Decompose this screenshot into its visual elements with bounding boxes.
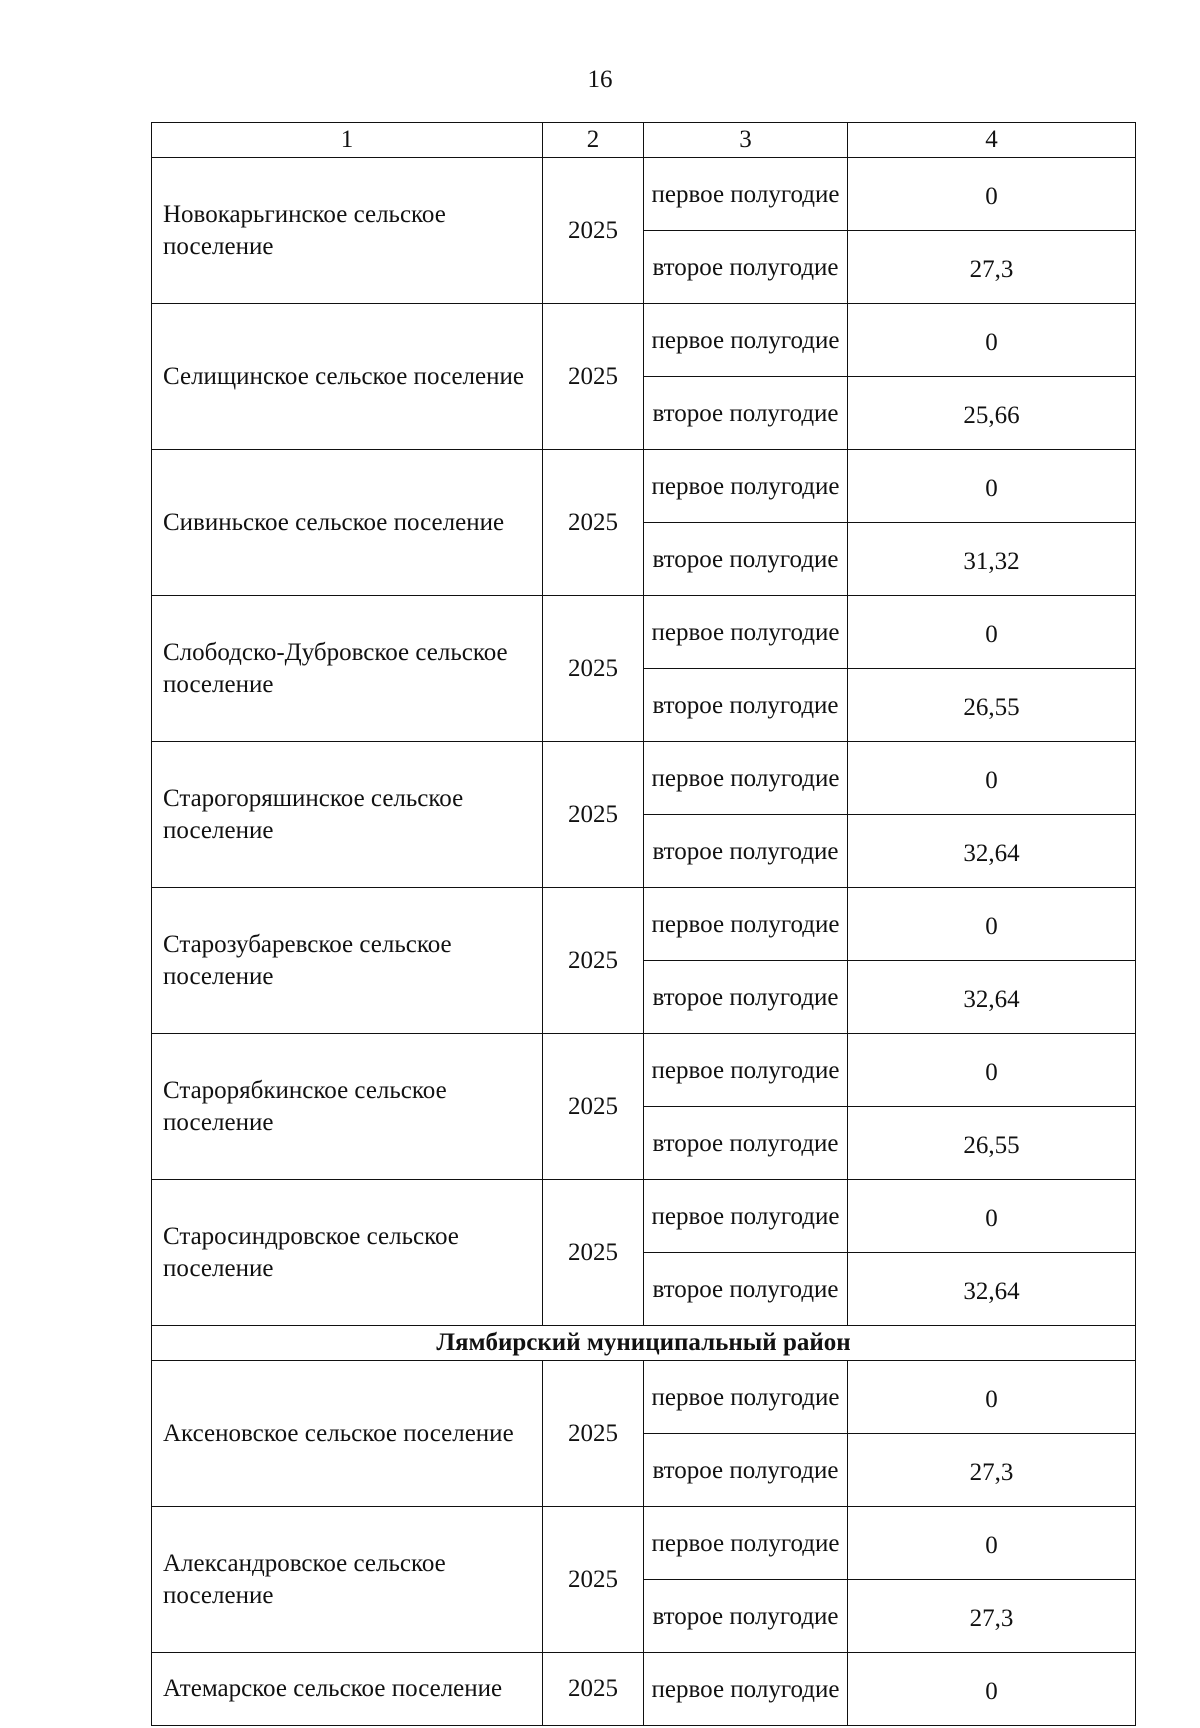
table-row [152, 1034, 1136, 1107]
value-cell: 0 [848, 450, 1136, 523]
value-cell: 32,64 [848, 961, 1136, 1034]
settlement-name: Новокарьгинское сельское поселение [152, 158, 543, 304]
period-cell: первое полугодие [644, 1034, 848, 1107]
value-cell: 25,66 [848, 377, 1136, 450]
header-cell-1: 1 [152, 123, 543, 158]
value-cell: 0 [848, 1653, 1136, 1726]
period-cell: первое полугодие [644, 158, 848, 231]
header-cell-2: 2 [543, 123, 644, 158]
table-row [152, 888, 1136, 961]
value-cell: 0 [848, 1507, 1136, 1580]
period-cell: первое полугодие [644, 1507, 848, 1580]
data-table [151, 122, 1136, 1726]
table-row [152, 596, 1136, 669]
value-cell: 0 [848, 1361, 1136, 1434]
settlement-name: Слободско-Дубровское сельское поселение [152, 596, 543, 742]
value-cell: 27,3 [848, 231, 1136, 304]
table-row [152, 158, 1136, 231]
settlement-name: Старосиндровское сельское поселение [152, 1180, 543, 1326]
value-cell: 0 [848, 888, 1136, 961]
year-cell: 2025 [543, 888, 644, 1034]
year-cell: 2025 [543, 1507, 644, 1653]
settlement-name: Старогоряшинское сельское поселение [152, 742, 543, 888]
value-cell: 27,3 [848, 1580, 1136, 1653]
settlement-name: Атемарское сельское поселение [152, 1653, 543, 1726]
district-row [152, 1326, 1136, 1361]
year-cell: 2025 [543, 596, 644, 742]
period-cell: первое полугодие [644, 1180, 848, 1253]
year-cell: 2025 [543, 158, 644, 304]
period-cell: первое полугодие [644, 596, 848, 669]
period-cell: второе полугодие [644, 1434, 848, 1507]
period-cell: второе полугодие [644, 1580, 848, 1653]
year-cell: 2025 [543, 304, 644, 450]
period-cell: второе полугодие [644, 1253, 848, 1326]
table-row [152, 1653, 1136, 1726]
table-row [152, 1507, 1136, 1580]
period-cell: второе полугодие [644, 961, 848, 1034]
value-cell: 26,55 [848, 669, 1136, 742]
value-cell: 32,64 [848, 815, 1136, 888]
page-number: 16 [587, 66, 613, 93]
year-cell: 2025 [543, 1653, 644, 1726]
year-cell: 2025 [543, 1361, 644, 1507]
value-cell: 0 [848, 158, 1136, 231]
header-cell-3: 3 [644, 123, 848, 158]
value-cell: 32,64 [848, 1253, 1136, 1326]
settlement-name: Аксеновское сельское поселение [152, 1361, 543, 1507]
value-cell: 0 [848, 1180, 1136, 1253]
settlement-name: Старорябкинское сельское поселение [152, 1034, 543, 1180]
header-cell-4: 4 [848, 123, 1136, 158]
settlement-name: Старозубаревское сельское поселение [152, 888, 543, 1034]
value-cell: 27,3 [848, 1434, 1136, 1507]
settlement-name: Сивиньское сельское поселение [152, 450, 543, 596]
period-cell: второе полугодие [644, 815, 848, 888]
table-row [152, 450, 1136, 523]
table-row [152, 1180, 1136, 1253]
value-cell: 0 [848, 1034, 1136, 1107]
table-row [152, 742, 1136, 815]
year-cell: 2025 [543, 450, 644, 596]
table-row [152, 304, 1136, 377]
value-cell: 26,55 [848, 1107, 1136, 1180]
value-cell: 0 [848, 304, 1136, 377]
period-cell: первое полугодие [644, 450, 848, 523]
period-cell: второе полугодие [644, 523, 848, 596]
period-cell: первое полугодие [644, 304, 848, 377]
district-title: Лямбирский муниципальный район [152, 1326, 1136, 1361]
period-cell: первое полугодие [644, 1653, 848, 1726]
table-row [152, 1361, 1136, 1434]
period-cell: второе полугодие [644, 1107, 848, 1180]
period-cell: первое полугодие [644, 1361, 848, 1434]
header-row [152, 123, 1136, 158]
period-cell: второе полугодие [644, 669, 848, 742]
year-cell: 2025 [543, 1034, 644, 1180]
settlement-name: Селищинское сельское поселение [152, 304, 543, 450]
period-cell: второе полугодие [644, 377, 848, 450]
year-cell: 2025 [543, 1180, 644, 1326]
value-cell: 0 [848, 596, 1136, 669]
value-cell: 31,32 [848, 523, 1136, 596]
value-cell: 0 [848, 742, 1136, 815]
year-cell: 2025 [543, 742, 644, 888]
period-cell: первое полугодие [644, 888, 848, 961]
period-cell: первое полугодие [644, 742, 848, 815]
settlement-name: Александровское сельское поселение [152, 1507, 543, 1653]
period-cell: второе полугодие [644, 231, 848, 304]
